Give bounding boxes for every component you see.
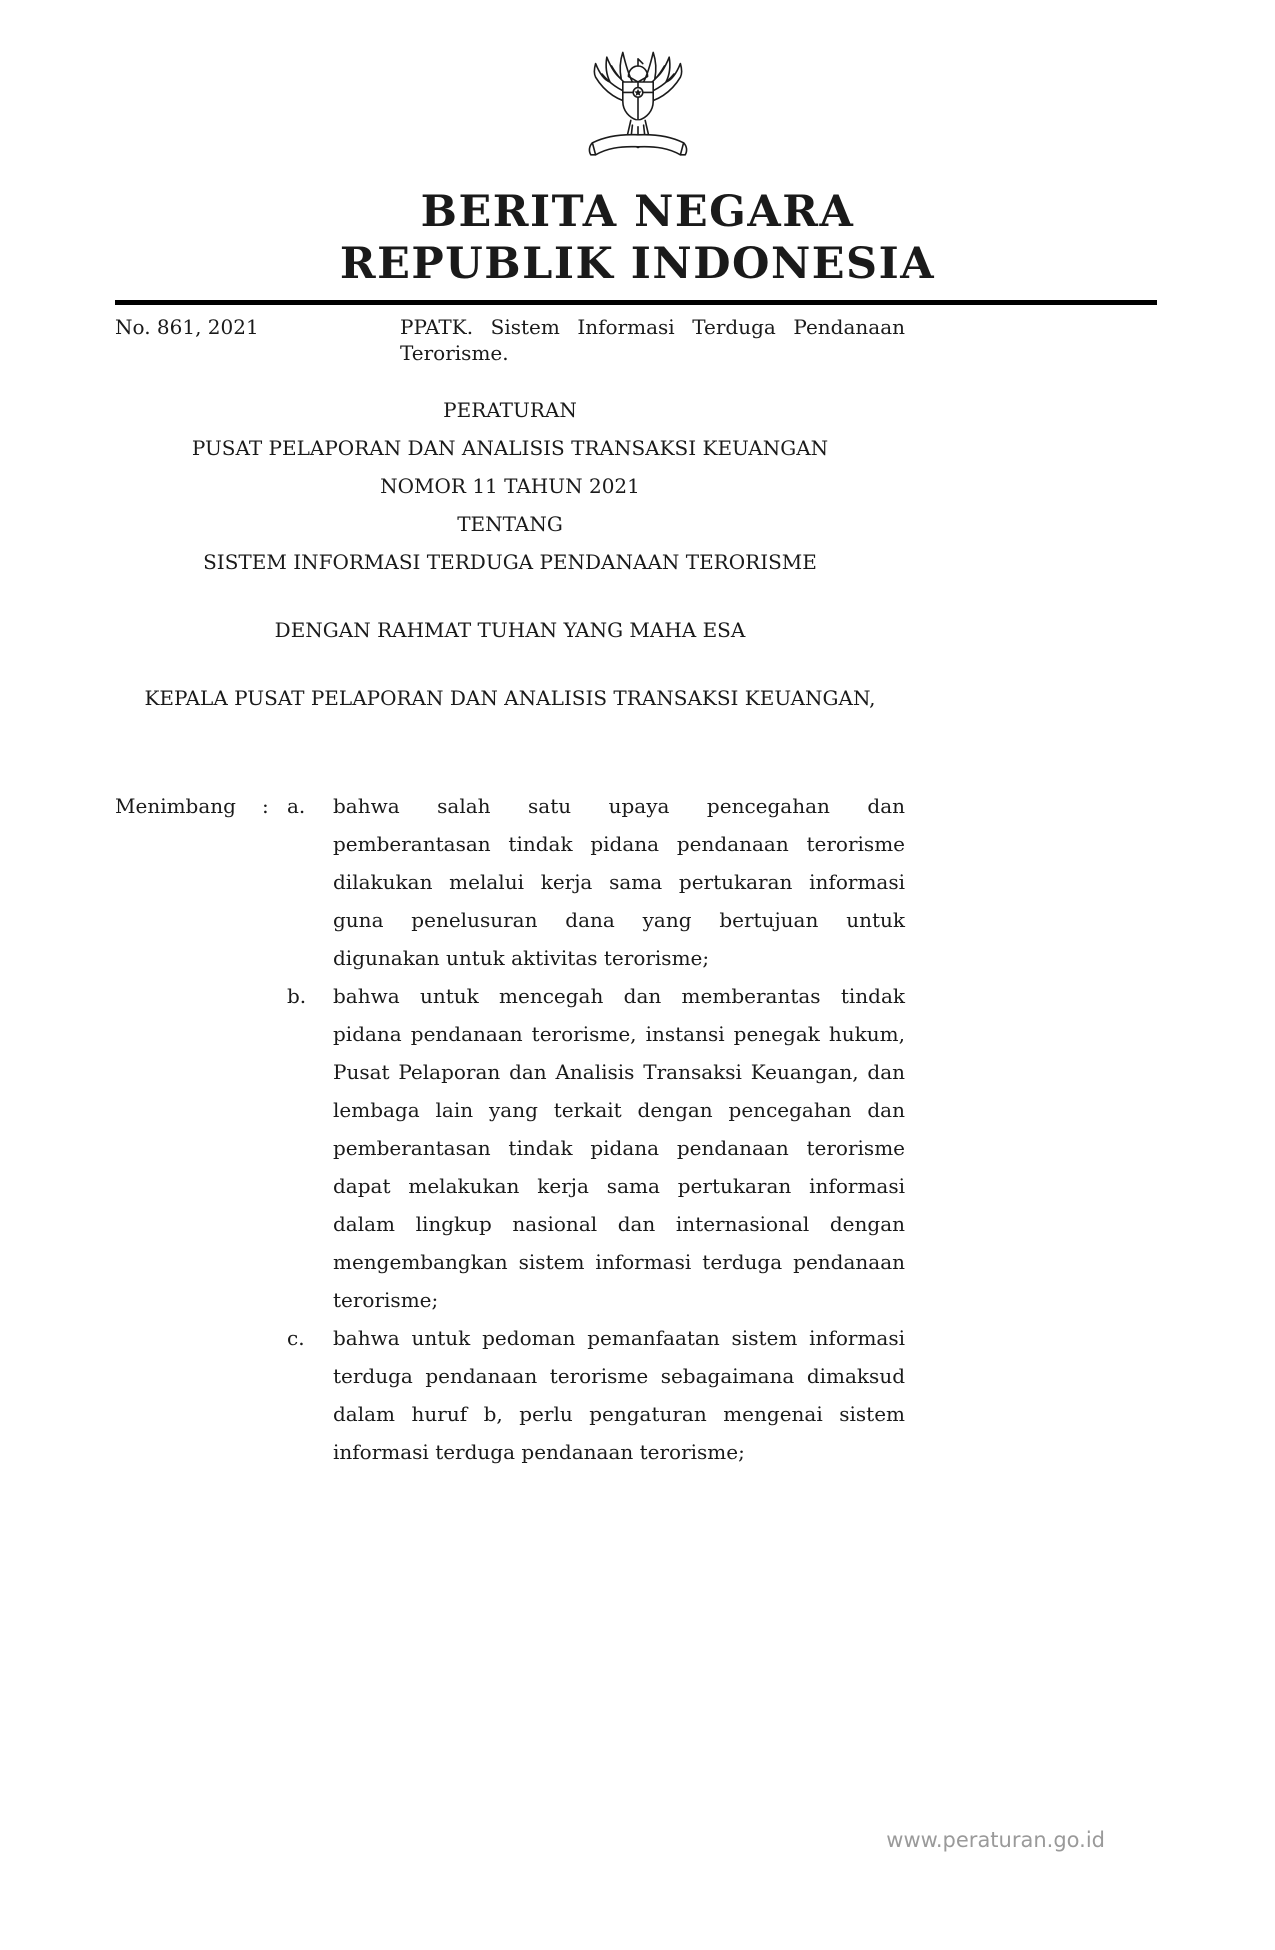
heading-official: KEPALA PUSAT PELAPORAN DAN ANALISIS TRANSAKSI KEUANGAN,: [144, 685, 876, 710]
considering-item-b: [115, 977, 905, 1319]
regulation-heading: [115, 391, 905, 717]
spacer: [115, 581, 905, 611]
item-text: bahwa untuk pedoman pemanfaatan sistem informasi terduga pendanaan terorisme sebagaimana dimaksud dalam huruf b, perlu pengaturan mengenai sistem informasi terduga pendanaan terorisme;: [333, 1325, 905, 1464]
considering-label: Menimbang: [115, 793, 236, 818]
gazette-subject: PPATK. Sistem Informasi Terduga Pendanaan Terorisme.: [400, 315, 905, 366]
considering-item-c: [115, 1319, 905, 1471]
heading-line-institution: PUSAT PELAPORAN DAN ANALISIS TRANSAKSI KEUANGAN: [191, 435, 829, 460]
masthead-title-line1: BERITA NEGARA: [420, 187, 855, 237]
heading-invocation: DENGAN RAHMAT TUHAN YANG MAHA ESA: [274, 617, 746, 642]
considering-section: [115, 787, 905, 1471]
spacer: [115, 649, 905, 679]
item-text: bahwa untuk mencegah dan memberantas tindak pidana pendanaan terorisme, instansi penegak hukum, Pusat Pelaporan dan Analisis Transaksi Keuangan, dan lembaga lain yang terkait dengan pencegahan dan pemberantasan tindak pidana pendanaan terorisme dapat melakukan kerja sama pertukaran informasi dalam lingkup nasional dan internasional dengan mengembangkan sistem informasi terduga pendanaan terorisme;: [333, 983, 905, 1312]
item-letter: c.: [287, 1325, 305, 1350]
heading-line-subject: SISTEM INFORMASI TERDUGA PENDANAAN TERORISME: [203, 549, 817, 574]
masthead-title-line2: REPUBLIK INDONESIA: [339, 239, 936, 289]
heading-line-number: NOMOR 11 TAHUN 2021: [380, 473, 640, 498]
item-text: bahwa salah satu upaya pencegahan dan pemberantasan tindak pidana pendanaan terorisme dilakukan melalui kerja sama pertukaran informasi guna penelusuran dana yang bertujuan untuk digunakan untuk aktivitas terorisme;: [333, 793, 905, 970]
gazette-number: No. 861, 2021: [115, 315, 259, 339]
heading-line-peraturan: PERATURAN: [443, 397, 577, 422]
item-letter: b.: [287, 983, 307, 1008]
item-letter: a.: [287, 793, 306, 818]
masthead-title: [0, 186, 1275, 290]
considering-item-a: [115, 787, 905, 977]
considering-colon: :: [262, 793, 269, 818]
gazette-row: [115, 314, 905, 367]
footer-url: www.peraturan.go.id: [886, 1828, 1105, 1852]
emblem-container: [0, 0, 1275, 174]
heading-line-tentang: TENTANG: [457, 511, 563, 536]
masthead-divider: [115, 300, 1157, 305]
garuda-pancasila-emblem: [578, 42, 698, 170]
